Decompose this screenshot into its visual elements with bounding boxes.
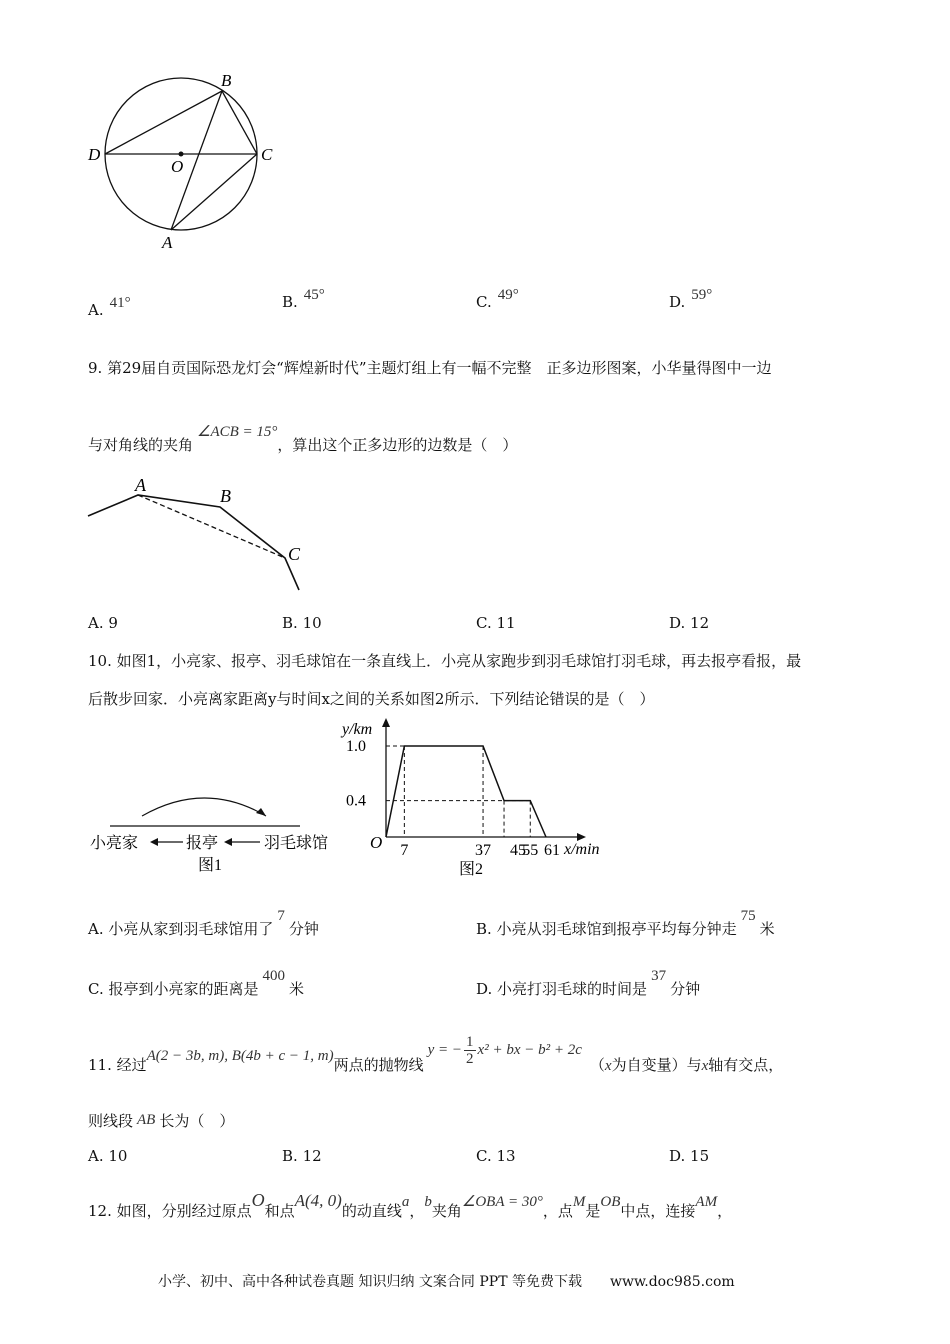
q9-polygon-figure bbox=[80, 470, 340, 600]
label-gym: 羽毛球馆 bbox=[264, 835, 329, 852]
polygon-edges bbox=[88, 495, 299, 590]
q8-option-b: B. 45° bbox=[282, 287, 325, 311]
q9-option-d: D. 12 bbox=[669, 614, 710, 632]
q10-option-a: A. 小亮从家到羽毛球馆用了7分钟 bbox=[88, 908, 319, 938]
chord-BC bbox=[222, 91, 257, 154]
x-tick-7: 7 bbox=[400, 842, 409, 859]
q10-figure1 bbox=[80, 788, 350, 878]
page-footer: 小学、初中、高中各种试卷真题 知识归纳 文案合同 PPT 等免费下载 www.doc985.com bbox=[158, 1274, 735, 1290]
x-axis-label: x/min bbox=[564, 841, 600, 858]
q11-line2: 则线段 AB 长为（ ） bbox=[88, 1112, 235, 1130]
label-O: O bbox=[171, 157, 184, 176]
x-tick-45: 45 bbox=[510, 842, 527, 859]
fig1-caption: 图1 bbox=[198, 857, 223, 874]
y-axis-label: y/km bbox=[342, 721, 373, 738]
label-D: D bbox=[88, 145, 101, 164]
label-kiosk: 报亭 bbox=[186, 835, 219, 852]
chord-DB bbox=[105, 91, 222, 154]
label-home: 小亮家 bbox=[90, 835, 139, 852]
label-B: B bbox=[221, 71, 232, 90]
q11-line1: 11. 经过A(2 − 3b, m), B(4b + c − 1, m)两点的抛物线y = − $\frac{1}{2}$ x² + bx − b² + 2c（x为自变量）与x轴有交点， bbox=[88, 1034, 784, 1074]
q10-figure2 bbox=[334, 712, 624, 882]
q11-parabola-formula: y = − $\frac{1}{2}$ x² + bx − b² + 2c bbox=[427, 1034, 582, 1067]
route-arc bbox=[142, 798, 266, 816]
q10-option-d: D. 小亮打羽毛球的时间是37分钟 bbox=[476, 968, 701, 998]
q8-option-d: D. 59° bbox=[669, 287, 713, 311]
q8-circle-figure bbox=[80, 60, 300, 260]
q10-line1: 10. 如图1，小亮家、报亭、羽毛球馆在一条直线上．小亮从家跑步到羽毛球馆打羽毛球，再去报亭看报，最 bbox=[88, 652, 802, 670]
q10-option-c: C. 报亭到小亮家的距离是400米 bbox=[88, 968, 305, 998]
q12-line1: 12. 如图，分别经过原点O和点A(4, 0)的动直线a，b夹角∠OBA = 30°，点M是OB中点，连接AM， bbox=[88, 1190, 733, 1220]
q10-option-b: B. 小亮从羽毛球馆到报亭平均每分钟走75米 bbox=[476, 908, 775, 938]
x-tick-55: 55 bbox=[522, 842, 539, 859]
fig2-caption: 图2 bbox=[459, 861, 484, 878]
y-tick-1.0: 1.0 bbox=[346, 738, 366, 755]
arrowhead-kiosk bbox=[224, 838, 232, 846]
distance-time-line bbox=[386, 746, 546, 837]
y-tick-0.4: 0.4 bbox=[346, 792, 366, 810]
x-tick-61: 61 bbox=[544, 842, 560, 859]
x-axis-arrow bbox=[577, 833, 586, 841]
x-tick-37: 37 bbox=[475, 842, 492, 859]
center-point bbox=[179, 152, 184, 157]
arrowhead-home bbox=[150, 838, 158, 846]
q9-option-a: A. 9 bbox=[88, 614, 118, 632]
q9-angle: ∠ACB = 15° bbox=[197, 424, 278, 440]
q11-option-a: A. 10 bbox=[88, 1147, 128, 1165]
q9-line2: 与对角线的夹角∠ACB = 15°，算出这个正多边形的边数是（ ） bbox=[88, 424, 518, 454]
q9-line1: 9. 第29届自贡国际恐龙灯会“辉煌新时代”主题灯组上有一幅不完整 正多边形图案，小华量得图中一边 bbox=[88, 359, 772, 377]
label-B: B bbox=[220, 486, 231, 506]
q8-option-a: A. 41° bbox=[88, 295, 131, 319]
label-A: A bbox=[162, 233, 173, 252]
y-axis-arrow bbox=[382, 718, 390, 727]
q9-option-b: B. 10 bbox=[282, 614, 322, 632]
q11-option-c: C. 13 bbox=[476, 1147, 516, 1165]
q9-option-c: C. 11 bbox=[476, 614, 516, 632]
q8-option-c: C. 49° bbox=[476, 287, 519, 311]
q10-line2: 后散步回家．小亮离家距离y与时间x之间的关系如图2所示．下列结论错误的是（ ） bbox=[88, 690, 655, 708]
q11-option-b: B. 12 bbox=[282, 1147, 322, 1165]
arc-arrowhead bbox=[256, 808, 266, 816]
q11-option-d: D. 15 bbox=[669, 1147, 710, 1165]
label-C: C bbox=[288, 544, 301, 564]
label-A: A bbox=[135, 475, 146, 495]
diagonal-AC bbox=[138, 495, 285, 558]
label-C: C bbox=[261, 145, 273, 164]
origin-label: O bbox=[370, 833, 383, 852]
chord-AC bbox=[171, 154, 257, 230]
